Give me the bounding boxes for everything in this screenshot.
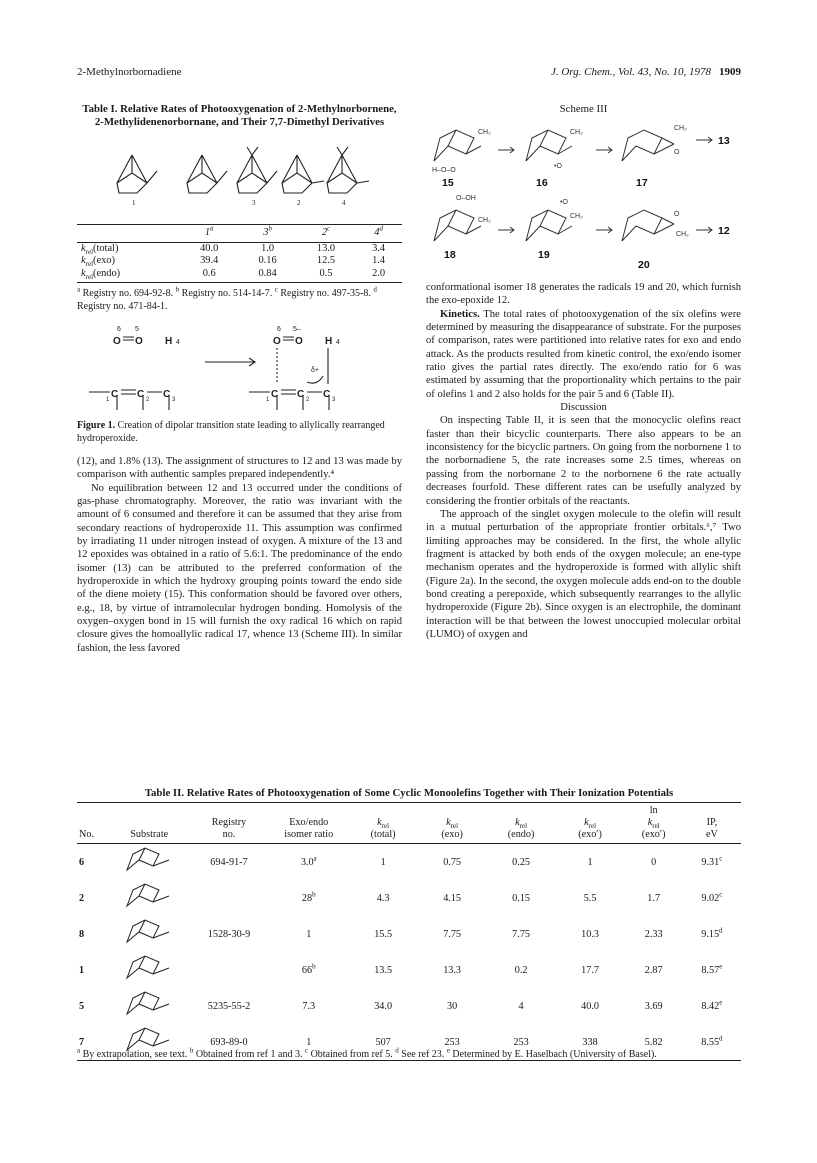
page-number: 1909 — [719, 66, 741, 78]
substrate-structure-drawing — [123, 918, 175, 948]
table2-cell-exo: 253 — [418, 1024, 487, 1061]
structure-label-3: 3 — [252, 199, 256, 207]
svg-text:1: 1 — [106, 397, 110, 403]
running-head-title: 2-Methylnorbornadiene — [77, 66, 182, 78]
table1-header-row — [77, 225, 402, 243]
structure-4 — [327, 147, 369, 193]
svg-text:O: O — [113, 336, 121, 347]
table2-cell-exo: 30 — [447, 1000, 458, 1012]
svg-text:O: O — [674, 211, 680, 218]
paragraph: (12), and 1.8% (13). The assignment of structures to 12 and 13 was made by comparison with authentic samples prepared independently.⁴ — [77, 456, 402, 481]
scheme-label-12: 12 — [718, 225, 730, 237]
structure-3 — [237, 147, 277, 193]
table2-cell-exo: 13.3 — [443, 964, 462, 976]
table2-cell-no: 1 — [79, 964, 85, 976]
table2-cell-endo: 0.25 — [512, 856, 530, 868]
svg-text:O: O — [135, 336, 143, 347]
table2-cell-registry: 694-91-7 — [210, 856, 248, 868]
table2-cell-registry: 1528-30-9 — [207, 928, 251, 940]
svg-text:CH₂: CH₂ — [478, 217, 491, 224]
table1-col-1: 1$^a$ — [180, 225, 238, 243]
structure-1 — [187, 155, 227, 193]
table2-row — [77, 952, 741, 988]
table1-footnote: $^a$ Registry no. 694-92-8. $^b$ Registry no. 514-14-7. $^c$ Registry no. 497-35-8. $^d$ Registry no. 471-84-1. — [77, 285, 377, 312]
table2-cell-registry: 693-89-0 — [189, 1024, 269, 1061]
table1-row: $k_{rel}(exo)$ 39.4 0.16 12.5 1.4 — [81, 255, 386, 269]
table2-cell-exop: 17.7 — [581, 964, 599, 976]
table1-col-2: 2$^c$ — [297, 225, 355, 243]
table2-cell-endo: 7.75 — [512, 928, 530, 940]
svg-text:CH₂: CH₂ — [676, 231, 689, 238]
table2-cell-ln: 1.7 — [647, 892, 661, 904]
table2-cell-endo: 0.15 — [512, 892, 530, 904]
svg-text:6: 6 — [117, 326, 121, 333]
substrate-structure — [109, 844, 189, 881]
table2-cell-exop: 10.3 — [581, 928, 599, 940]
table2-cell-total: 507 — [349, 1024, 418, 1061]
section-heading-discussion: Discussion — [560, 402, 607, 414]
table2-cell-endo: 0.2 — [514, 964, 528, 976]
table2-cell-exop: 338 — [556, 1024, 625, 1061]
table1-title: Table I. Relative Rates of Photooxygenation of 2-Methylnorbornene, 2-Methylidenenorbornane, and Their 7,7-Dimethyl Derivatives — [82, 103, 397, 128]
figure1-diagram — [85, 322, 395, 414]
table2-cell-exop: 40.0 — [581, 1000, 599, 1012]
paragraph: No equilibration between 12 and 13 occurred under the conditions of gas-phase chromatography. Moreover, the ratio was invariant with the amount of 6 consumed and therefore it can be assumed that they arise from secondary reactions of hydroperoxide 11. This assumption was confirmed by irradiating 11 under nitrogen instead of oxygen. A mixture of the 13 and 12 epoxides was obtained in a ratio of 5.6:1. The predominance of the endo isomer (13) can be attributed to the preferred conformation of the hydroperoxide in which the hydroxy grouping points toward the endo side of the diene moiety (15). This conformation should be favored over others, e.g., 18, by virtue of intramolecular hydrogen bonding. Homolysis of the oxygen–oxygen bond in 15 will furnish the oxy radical 16 which on rapid closure gives the homoallylic radical 17, whence 13 (Scheme III). In similar fashion, the less favored — [77, 482, 402, 654]
svg-text:4: 4 — [176, 339, 180, 346]
left-column-text — [77, 455, 402, 655]
table2-cell-total: 34.0 — [374, 1000, 393, 1012]
svg-text:C: C — [271, 389, 279, 400]
scheme-label-20: 20 — [638, 259, 650, 271]
substrate-structure-drawing — [123, 954, 175, 984]
table2-cell-ratio: 1 — [306, 928, 312, 940]
table2-cell-exop: 5.5 — [583, 892, 597, 904]
svg-text:C: C — [297, 389, 305, 400]
table2-cell-ln: 5.82 — [625, 1024, 683, 1061]
table2-cell-no: 2 — [79, 892, 85, 904]
svg-text:CH₂: CH₂ — [570, 213, 583, 220]
svg-text:CH₂: CH₂ — [570, 129, 583, 136]
table2-cell-exo: 7.75 — [443, 928, 462, 940]
scheme-label-18: 18 — [444, 249, 456, 261]
table2-cell-registry — [189, 952, 269, 988]
svg-text:H–O–O: H–O–O — [432, 167, 456, 174]
table1-row: $k_{rel}(total)$ 40.0 1.0 13.0 3.4 — [81, 242, 386, 256]
svg-text:O–OH: O–OH — [456, 195, 476, 202]
svg-text:O: O — [295, 336, 303, 347]
journal-citation: J. Org. Chem., Vol. 43, No. 10, 1978 — [550, 66, 711, 78]
table2-cell-exo: 4.15 — [443, 892, 462, 904]
table2-cell-ratio: 7.3 — [302, 1000, 316, 1012]
svg-text:H: H — [165, 336, 173, 347]
svg-text:C: C — [163, 389, 171, 400]
table2-cell-ip: 9.15$^d$ — [701, 926, 723, 940]
right-column-text — [426, 281, 741, 641]
scheme-label-19: 19 — [538, 249, 550, 261]
svg-text:C: C — [323, 389, 331, 400]
table2-cell-registry: 5235-55-2 — [207, 1000, 251, 1012]
table2-cell-no: 8 — [79, 928, 85, 940]
table2-cell-ln: 2.87 — [644, 964, 663, 976]
kinetics-paragraph: Kinetics. The total rates of photooxygenation of the six olefins were determined by measuring the disappearance of substrate. For the purposes of comparison, rates were partitioned into relative rates for exo and endo attack. As the products resulted from kinetic control, the exo/endo isomer ratio gives the partial rates directly. The exo/endo ratio for 6 was estimated by assuming that the proportionality which pertains to the pair of olefins 1 and 2 also holds for the pair 5 and 6 (Table II). — [426, 308, 741, 400]
table2-cell-endo: 4 — [518, 1000, 524, 1012]
table2-cell-ip: 8.42e — [701, 998, 723, 1012]
paragraph: conformational isomer 18 generates the radicals 19 and 20, which furnish the exo-epoxide 12. — [426, 282, 741, 307]
svg-text:2: 2 — [146, 397, 150, 403]
scheme3-diagram — [426, 116, 741, 276]
table2-cell-no: 5 — [79, 1000, 85, 1012]
running-head-journal — [551, 66, 741, 78]
table2-cell-ratio: 1 — [269, 1024, 349, 1061]
substrate-structure-drawing — [123, 846, 175, 876]
table2-title: Table II. Relative Rates of Photooxygenation of Some Cyclic Monoolefins Together with Their Ionization Potentials — [144, 787, 674, 799]
table2-row — [77, 880, 741, 916]
table2-cell-ln: 3.69 — [644, 1000, 663, 1012]
svg-text:CH₂: CH₂ — [674, 125, 687, 132]
table2-cell-no: 7 — [77, 1024, 109, 1061]
table2-row — [77, 916, 741, 952]
paragraph: On inspecting Table II, it is seen that the monocyclic olefins react faster than their bicyclic counterparts. There also appears to be an inconsistency for the bicyclic partners. On going from the norbornene 1 to the norbornadiene 5, the rate increases some 2.5 times, whereas on passing from the norbornane 2 to the norbornene 6 the rate actually decreases fourfold. These different rates can be usefully analyzed by considering the frontier orbitals of the reactants. — [426, 415, 741, 507]
substrate-structure — [109, 916, 189, 952]
svg-text:5–: 5– — [293, 326, 301, 333]
table2-cell-ip: 9.31$^c$ — [701, 854, 723, 868]
structure-label-2: 2 — [297, 199, 301, 207]
structure-2 — [282, 155, 324, 193]
table1-row: $k_{rel}(endo)$ 0.6 0.84 0.5 2.0 — [77, 268, 402, 283]
table2-cell-total: 1 — [380, 856, 386, 868]
svg-text:•O: •O — [554, 163, 562, 170]
table2-header-row: No. Substrate Registry no. Exo/endo isomer ratio $k_{rel}$ (total) $k_{rel}$ (exo) $k_{rel}$ (endo) $k_{rel}$ (exo′) ln $k_{rel}$ (exo′) IP, eV — [77, 803, 741, 844]
table2-cell-ratio: 3.0$^a$ — [300, 854, 317, 868]
table2-footnotes: $^a$ By extrapolation, see text. $^b$ Obtained from ref 1 and 3. $^c$ Obtained from ref 5. $^d$ See ref 23. $^e$ Determined by E. Haselbach (University of Basel). — [77, 1046, 657, 1060]
svg-text:1: 1 — [266, 397, 270, 403]
table2-cell-ip: 8.55$^d$ — [683, 1024, 741, 1061]
table2-cell-ip: 9.02$^c$ — [701, 890, 723, 904]
substrate-structure-drawing — [123, 990, 175, 1020]
svg-text:•O: •O — [560, 199, 568, 206]
paragraph: The approach of the singlet oxygen molecule to the olefin will result in a mutual perturbation of the appropriate frontier orbitals.⁶,⁷ Two limiting approaches may be considered. In the first, the whole allylic fragment is attacked by both ends of the oxygen molecule; an ene-type mechanism operates and the hydroperoxide is formed with allylic shift (Figure 2a). In the second, the oxygen molecule adds end-on to the double bond creating a perepoxide, which subsequently rearranges to the allylic hydroperoxide (Figure 2b). Since oxygen is an electrophile, the dominant interaction will be that between the lowest unoccupied molecular orbital (LUMO) of oxygen and — [426, 508, 741, 640]
table2 — [77, 802, 741, 1061]
table2-cell-ip: 8.57e — [701, 962, 723, 976]
table2-cell-total: 4.3 — [376, 892, 390, 904]
svg-text:3: 3 — [172, 397, 176, 403]
table2-cell-endo: 253 — [487, 1024, 556, 1061]
table1-col-3: 3$^b$ — [238, 225, 296, 243]
substrate-structure — [109, 952, 189, 988]
scheme3-title: Scheme III — [559, 103, 608, 115]
table1-structures — [77, 143, 402, 209]
svg-text:6: 6 — [277, 326, 281, 333]
table2-cell-total: 13.5 — [374, 964, 393, 976]
table2-row — [77, 844, 741, 881]
table2-cell-total: 15.5 — [374, 928, 393, 940]
svg-text:CH₂: CH₂ — [478, 129, 491, 136]
table2-cell-ratio: 66$^b$ — [301, 962, 316, 976]
table1-col-4: 4$^d$ — [355, 225, 402, 243]
structure-label-4: 4 — [342, 199, 346, 207]
svg-text:4: 4 — [336, 339, 340, 346]
substrate-structure-drawing — [123, 882, 175, 912]
scheme-label-17: 17 — [636, 177, 648, 189]
scheme-label-16: 16 — [536, 177, 548, 189]
table1 — [77, 224, 402, 283]
svg-text:O: O — [674, 149, 680, 156]
table2-cell-exo: 0.75 — [443, 856, 462, 868]
svg-text:H: H — [325, 336, 333, 347]
svg-text:5: 5 — [135, 326, 139, 333]
table2-cell-registry — [189, 880, 269, 916]
svg-text:3: 3 — [332, 397, 336, 403]
substrate-structure — [109, 880, 189, 916]
structure-1-left — [117, 155, 157, 193]
scheme-label-13: 13 — [718, 135, 730, 147]
structure-label-1: 1 — [132, 199, 136, 207]
table2-cell-ratio: 28$^b$ — [301, 890, 316, 904]
svg-text:C: C — [111, 389, 119, 400]
scheme-label-15: 15 — [442, 177, 454, 189]
svg-text:δ+: δ+ — [311, 367, 319, 374]
table2-row — [77, 988, 741, 1024]
substrate-structure — [109, 988, 189, 1024]
figure1-caption: Figure 1. Creation of dipolar transition state leading to allylically rearranged hydroperoxide. — [77, 420, 385, 444]
svg-text:O: O — [273, 336, 281, 347]
svg-text:2: 2 — [306, 397, 310, 403]
svg-text:C: C — [137, 389, 145, 400]
table2-cell-ln: 2.33 — [644, 928, 663, 940]
table2-cell-no: 6 — [79, 856, 85, 868]
table2-cell-exop: 1 — [587, 856, 593, 868]
table2-cell-ln: 0 — [651, 856, 657, 868]
